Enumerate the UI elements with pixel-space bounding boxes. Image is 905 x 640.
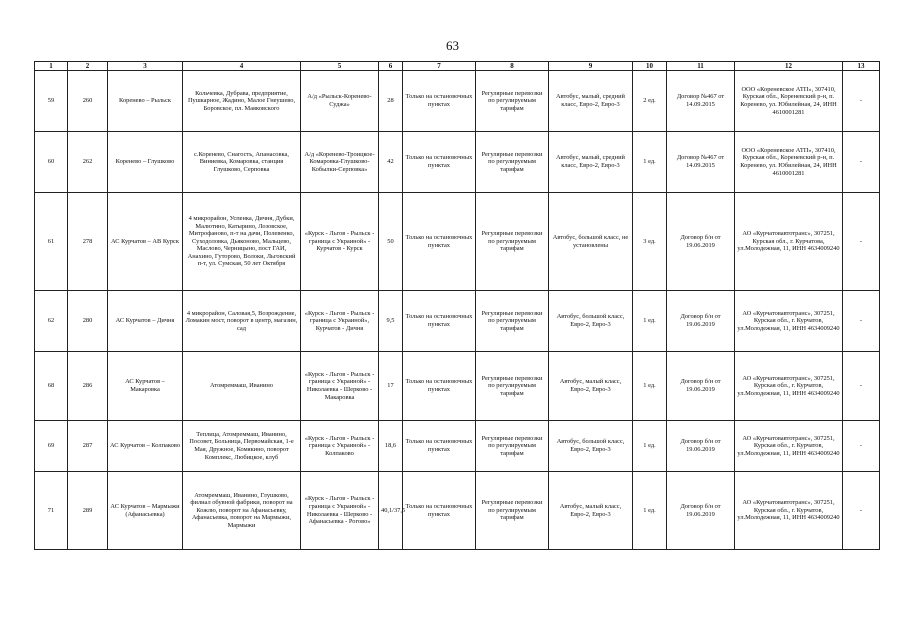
- routes-table: [34, 61, 880, 550]
- transport-type: Регулярные перевозки по регулируемым тарифам: [476, 352, 549, 421]
- contract: Договор б/н от 19.06.2019: [667, 352, 735, 421]
- column-header: 7: [403, 62, 476, 71]
- route-number: 262: [68, 132, 108, 193]
- row-index: 71: [35, 472, 68, 550]
- column-header: 4: [183, 62, 301, 71]
- intermediate-stops: с.Коренево, Снагость, Апанасовка, Виниевка, Комаровка, станция Глушково, Серповка: [183, 132, 301, 193]
- column-header: 9: [549, 62, 633, 71]
- row-index: 59: [35, 71, 68, 132]
- route-name: АС Курчатов – Мармыжи (Афанасьевка): [108, 472, 183, 550]
- roads: А/д «Рыльск-Коренево-Суджа»: [301, 71, 379, 132]
- row-index: 62: [35, 291, 68, 352]
- transport-type: Регулярные перевозки по регулируемым тарифам: [476, 193, 549, 291]
- table-row: [35, 352, 880, 421]
- boarding-procedure: Только на остановочных пунктах: [403, 352, 476, 421]
- route-name: Коренево – Рыльск: [108, 71, 183, 132]
- vehicle-count: 1 ед.: [633, 132, 667, 193]
- carrier: АО «Курчатовавтотранс», 307251, Курская обл., г. Курчатов, ул.Молодежная, 11, ИНН 4634009240: [735, 291, 843, 352]
- column-header: 1: [35, 62, 68, 71]
- vehicle-class: Автобус, малый, средний класс, Евро-2, Евро-3: [549, 132, 633, 193]
- contract: Договор б/н от 19.06.2019: [667, 421, 735, 472]
- roads: А/д «Коренево-Троицкое-Комаровка-Глушково-Кобылки-Серповка»: [301, 132, 379, 193]
- route-length: 17: [379, 352, 403, 421]
- vehicle-class: Автобус, большой класс, не установлены: [549, 193, 633, 291]
- intermediate-stops: Атомреммаш, Иванино: [183, 352, 301, 421]
- vehicle-count: 1 ед.: [633, 352, 667, 421]
- column-header: 13: [843, 62, 880, 71]
- transport-type: Регулярные перевозки по регулируемым тарифам: [476, 132, 549, 193]
- table-row: [35, 291, 880, 352]
- page-number: 63: [446, 38, 459, 53]
- boarding-procedure: Только на остановочных пунктах: [403, 71, 476, 132]
- vehicle-count: 1 ед.: [633, 472, 667, 550]
- contract: Договор №467 от 14.09.2015: [667, 71, 735, 132]
- boarding-procedure: Только на остановочных пунктах: [403, 472, 476, 550]
- intermediate-stops: 4 микрорайон, Успенка, Дичня, Дубки, Малютино, Катырино, Лозовское, Митрофаново, п-т на дачи, Полевенко, Суходоловка, Дьяконово, Мальцево, Маслово, Черницыно, пост ГАИ, Анахино, Гуторово, Волоки, Льговский п-т, ул. Сумская, 50 лет Октября: [183, 193, 301, 291]
- vehicle-count: 3 ед.: [633, 193, 667, 291]
- route-length: 9,5: [379, 291, 403, 352]
- route-name: АС Курчатов – Колпаково: [108, 421, 183, 472]
- table-row: [35, 472, 880, 550]
- carrier: АО «Курчатовавтотранс», 307251, Курская обл., г. Курчатов, ул.Молодежная, 11, ИНН 4634009240: [735, 352, 843, 421]
- carrier: АО «Курчатовавтотранс», 307251, Курская обл., г. Курчатов, ул.Молодежная, 11, ИНН 4634009240: [735, 421, 843, 472]
- route-number: 280: [68, 291, 108, 352]
- column-header: 2: [68, 62, 108, 71]
- route-length: 28: [379, 71, 403, 132]
- route-number: 287: [68, 421, 108, 472]
- column-13-value: -: [843, 472, 880, 550]
- vehicle-class: Автобус, малый класс, Евро-2, Евро-3: [549, 352, 633, 421]
- carrier: АО «Курчатовавтотранс», 307251, Курская обл., г. Курчатова, ул.Молодежная, 11, ИНН 4634009240: [735, 193, 843, 291]
- boarding-procedure: Только на остановочных пунктах: [403, 421, 476, 472]
- column-header: 3: [108, 62, 183, 71]
- header-row: [35, 62, 880, 71]
- vehicle-class: Автобус, большой класс, Евро-2, Евро-3: [549, 421, 633, 472]
- route-name: АС Курчатов – АВ Курск: [108, 193, 183, 291]
- contract: Договор б/н от 19.06.2019: [667, 193, 735, 291]
- roads: «Курск - Льгов - Рыльск - граница с Украиной» - Курчатов - Курск: [301, 193, 379, 291]
- intermediate-stops: Атомреммаш, Иванино, Глушково, филиал обувной фабрики, поворот на Кожлю, поворот на Афанасьевку, Афанасьевка, поворот на Мармыжи, Мармыжи: [183, 472, 301, 550]
- boarding-procedure: Только на остановочных пунктах: [403, 132, 476, 193]
- route-length: 40,1/37,5: [379, 472, 403, 550]
- roads: «Курск - Льгов - Рыльск - граница с Украиной», Курчатов - Дичня: [301, 291, 379, 352]
- row-index: 68: [35, 352, 68, 421]
- route-name: Коренево – Глушково: [108, 132, 183, 193]
- transport-type: Регулярные перевозки по регулируемым тарифам: [476, 71, 549, 132]
- column-header: 6: [379, 62, 403, 71]
- column-header: 10: [633, 62, 667, 71]
- column-13-value: -: [843, 132, 880, 193]
- table-row: [35, 421, 880, 472]
- table-row: [35, 193, 880, 291]
- row-index: 69: [35, 421, 68, 472]
- column-13-value: -: [843, 71, 880, 132]
- transport-type: Регулярные перевозки по регулируемым тарифам: [476, 421, 549, 472]
- column-header: 11: [667, 62, 735, 71]
- vehicle-class: Автобус, малый класс, Евро-2, Евро-3: [549, 472, 633, 550]
- route-number: 278: [68, 193, 108, 291]
- vehicle-count: 1 ед.: [633, 421, 667, 472]
- vehicle-count: 2 ед.: [633, 71, 667, 132]
- boarding-procedure: Только на остановочных пунктах: [403, 193, 476, 291]
- column-13-value: -: [843, 291, 880, 352]
- contract: Договор б/н от 19.06.2019: [667, 291, 735, 352]
- route-length: 42: [379, 132, 403, 193]
- route-length: 50: [379, 193, 403, 291]
- row-index: 60: [35, 132, 68, 193]
- carrier: АО «Курчатовавтотранс», 307251, Курская обл., г. Курчатов, ул.Молодежная, 11, ИНН 4634009240: [735, 472, 843, 550]
- intermediate-stops: Теплица, Атомреммаш, Иванино, Посовет, Больница, Первомайская, 1-е Мая, Дружное, Комякино, поворот Комплекс, Любицкое, клуб: [183, 421, 301, 472]
- column-13-value: -: [843, 193, 880, 291]
- carrier: ООО «Кореневское АТП», 307410, Курская обл., Кореневский р-н, п. Коренево, ул. Юбилейная, 24, ИНН 4610001281: [735, 132, 843, 193]
- column-header: 8: [476, 62, 549, 71]
- intermediate-stops: 4 микрорайон, Саловая,5, Возрождение, Ломакин мост, поворот в центр, магазин, сад: [183, 291, 301, 352]
- transport-type: Регулярные перевозки по регулируемым тарифам: [476, 291, 549, 352]
- vehicle-class: Автобус, большой класс, Евро-2, Евро-3: [549, 291, 633, 352]
- route-name: АС Курчатов – Дичня: [108, 291, 183, 352]
- roads: «Курск - Льгов - Рыльск - граница с Украиной» - Николаевка - Шерково - Афанасьевка - Рогово»: [301, 472, 379, 550]
- column-header: 12: [735, 62, 843, 71]
- contract: Договор №467 от 14.09.2015: [667, 132, 735, 193]
- intermediate-stops: Кольчевка, Дубрава, предприятие, Пушкарное, Жадино, Малое Гнеушево, Боровское, пл. Маяковского: [183, 71, 301, 132]
- table-row: [35, 71, 880, 132]
- carrier: ООО «Кореневское АТП», 307410, Курская обл., Кореневский р-н, п. Коренево, ул. Юбилейная, 24, ИНН 4610001281: [735, 71, 843, 132]
- vehicle-count: 1 ед.: [633, 291, 667, 352]
- route-name: АС Курчатов – Макаровка: [108, 352, 183, 421]
- column-header: 5: [301, 62, 379, 71]
- roads: «Курск - Льгов - Рыльск - граница с Украиной» - Колпаково: [301, 421, 379, 472]
- row-index: 61: [35, 193, 68, 291]
- table-row: [35, 132, 880, 193]
- column-13-value: -: [843, 352, 880, 421]
- contract: Договор б/н от 19.06.2019: [667, 472, 735, 550]
- route-length: 18,6: [379, 421, 403, 472]
- route-number: 260: [68, 71, 108, 132]
- route-number: 286: [68, 352, 108, 421]
- boarding-procedure: Только на остановочных пунктах: [403, 291, 476, 352]
- roads: «Курск - Льгов - Рыльск - граница с Украиной» - Николаевка - Шерково - Макаровка: [301, 352, 379, 421]
- vehicle-class: Автобус, малый, средний класс, Евро-2, Евро-3: [549, 71, 633, 132]
- route-number: 289: [68, 472, 108, 550]
- transport-type: Регулярные перевозки по регулируемым тарифам: [476, 472, 549, 550]
- column-13-value: -: [843, 421, 880, 472]
